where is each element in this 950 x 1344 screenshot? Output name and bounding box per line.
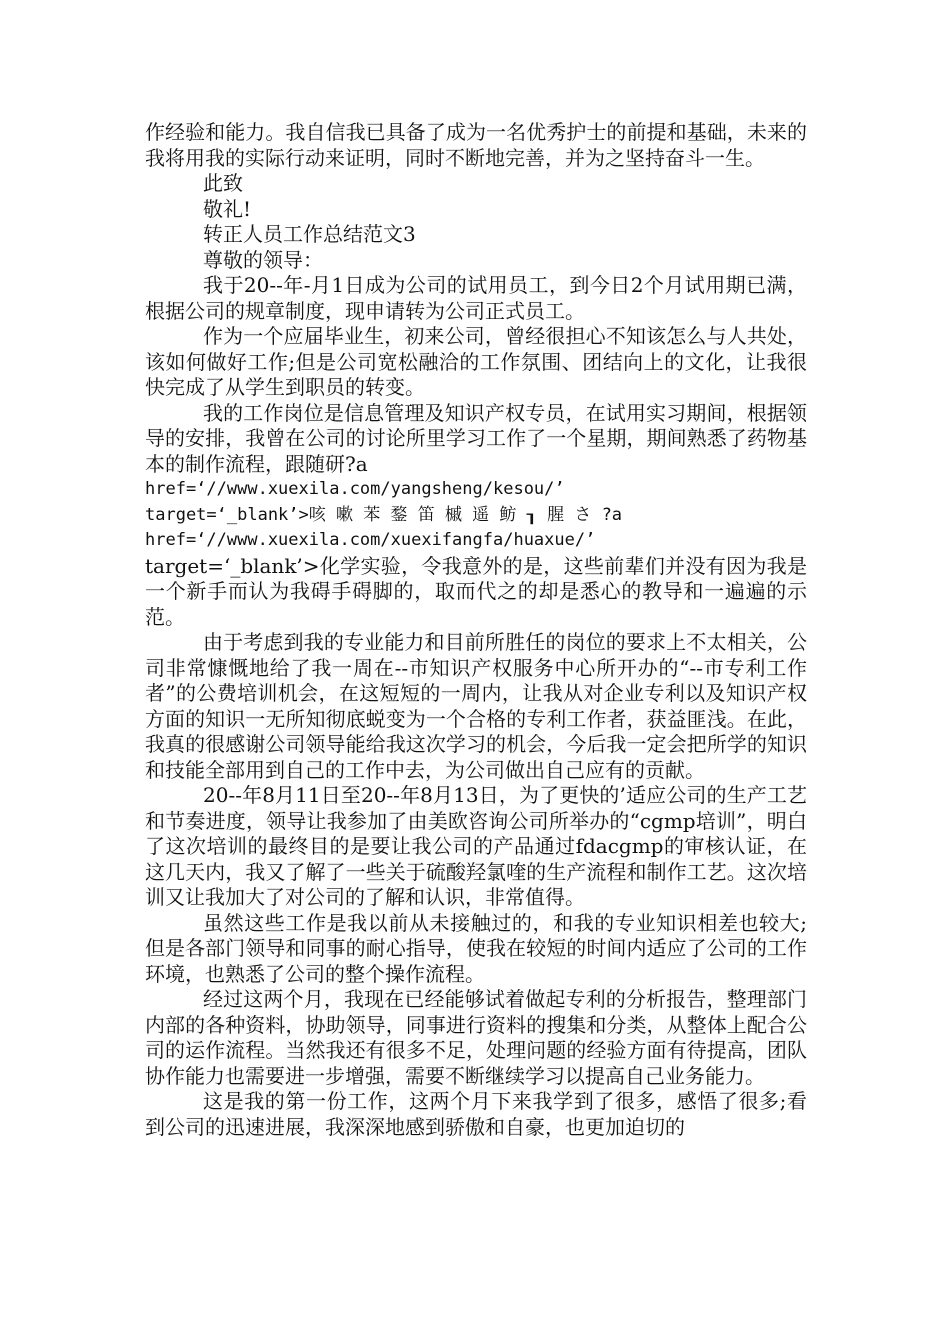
code-line-1: href=‘//www.xuexila.com/yangsheng/kesou/’ xyxy=(145,479,565,499)
section-title: 转正人员工作总结范文3 xyxy=(203,222,416,246)
paragraph-9: 这是我的第一份工作，这两个月下来我学到了很多，感悟了很多;看到公司的迅速进展，我深深地感到骄傲和自豪，也更加迫切的 xyxy=(145,1089,807,1139)
paragraph-4: target=‘_blank’>化学实验，令我意外的是，这些前辈们并没有因为我是一个新手而认为我碍手碍脚的，取而代之的却是悉心的教导和一遍遍的示范。 xyxy=(145,553,807,629)
paragraph-8: 经过这两个月，我现在已经能够试着做起专利的分析报告，整理部门内部的各种资料，协助领导，同事进行资料的搜集和分类，从整体上配合公司的运作流程。当然我还有很多不足，处理问题的经验方面有待提高，团队协作能力也需要进一步增强，需要不断继续学习以提高自己业务能力。 xyxy=(145,987,807,1088)
document-page xyxy=(145,120,807,1140)
paragraph-closing-1: 此致 xyxy=(203,171,243,195)
paragraph-5: 由于考虑到我的专业能力和目前所胜任的岗位的要求上不太相关，公司非常慷慨地给了我一周在--市知识产权服务中心所开办的“--市专利工作者”的公费培训机会，在这短短的一周内，让我从对企业专利以及知识产权方面的知识一无所知彻底蜕变为一个合格的专利工作者，获益匪浅。在此，我真的很感谢公司领导能给我这次学习的机会，今后我一定会把所学的知识和技能全部用到自己的工作中去，为公司做出自己应有的贡献。 xyxy=(145,630,807,782)
paragraph-3: 我的工作岗位是信息管理及知识产权专员，在试用实习期间，根据领导的安排，我曾在公司的讨论所里学习工作了一个星期，期间熟悉了药物基本的制作流程，跟随研?a xyxy=(145,400,807,476)
paragraph-closing-2: 敬礼! xyxy=(203,196,252,221)
paragraph-2: 作为一个应届毕业生，初来公司，曾经很担心不知该怎么与人共处，该如何做好工作;但是公司宽松融洽的工作氛围、团结向上的文化，让我很快完成了从学生到职员的转变。 xyxy=(145,324,807,399)
paragraph-intro: 作经验和能力。我自信我已具备了成为一名优秀护士的前提和基础，未来的我将用我的实际行动来证明，同时不断地完善，并为之坚持奋斗一生。 xyxy=(145,120,807,170)
code-line-2: target=‘_blank’>咳 嗽 苯 鍪 笛 槭 遥 鲂 ┒ 腥 さ ?a xyxy=(145,504,623,525)
paragraph-6: 20--年8月11日至20--年8月13日，为了更快的’适应公司的生产工艺和节奏进度，领导让我参加了由美欧咨询公司所举办的“cgmp培训”，明白了这次培训的最终目的是要让我公司的产品通过fdacgmp的审核认证，在这几天内，我又了解了一些关于硫酸羟氯喹的生产流程和制作工艺。这次培训又让我加大了对公司的了解和认识，非常值得。 xyxy=(145,783,807,909)
paragraph-1: 我于20--年-月1日成为公司的试用员工，到今日2个月试用期已满，根据公司的规章制度，现申请转为公司正式员工。 xyxy=(145,273,807,323)
paragraph-7: 虽然这些工作是我以前从未接触过的，和我的专业知识相差也较大;但是各部门领导和同事的耐心指导，使我在较短的时间内适应了公司的工作环境，也熟悉了公司的整个操作流程。 xyxy=(145,910,807,986)
code-line-3: href=‘//www.xuexila.com/xuexifangfa/huaxue/’ xyxy=(145,530,596,550)
salutation: 尊敬的领导： xyxy=(203,247,323,272)
